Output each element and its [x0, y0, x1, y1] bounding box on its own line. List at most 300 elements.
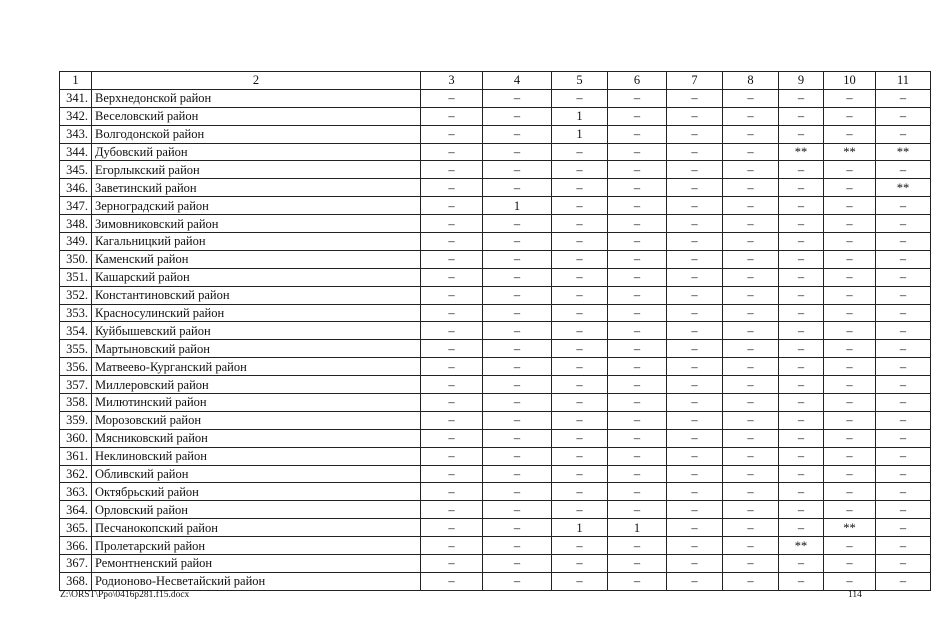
value-cell: – — [421, 161, 483, 179]
value-cell: – — [483, 376, 552, 394]
value-cell: – — [483, 89, 552, 107]
value-cell: – — [876, 555, 931, 573]
value-cell: – — [779, 555, 824, 573]
value-cell: 1 — [608, 519, 667, 537]
value-cell: – — [723, 89, 779, 107]
value-cell: – — [667, 394, 723, 412]
district-name: Константиновский район — [92, 286, 421, 304]
value-cell: – — [824, 304, 876, 322]
value-cell: – — [608, 125, 667, 143]
row-number: 359. — [60, 411, 92, 429]
table-row — [60, 322, 931, 340]
value-cell: – — [723, 483, 779, 501]
value-cell: – — [608, 286, 667, 304]
value-cell: – — [723, 429, 779, 447]
value-cell: – — [483, 322, 552, 340]
value-cell: – — [608, 555, 667, 573]
table-row — [60, 286, 931, 304]
table-row — [60, 429, 931, 447]
district-name: Неклиновский район — [92, 447, 421, 465]
header-cell: 3 — [421, 72, 483, 90]
row-number: 358. — [60, 394, 92, 412]
value-cell: – — [824, 340, 876, 358]
value-cell: – — [824, 465, 876, 483]
value-cell: – — [483, 250, 552, 268]
table-row — [60, 233, 931, 251]
value-cell: – — [552, 322, 608, 340]
value-cell: – — [876, 197, 931, 215]
value-cell: – — [667, 286, 723, 304]
value-cell: – — [876, 268, 931, 286]
value-cell: – — [608, 394, 667, 412]
value-cell: – — [723, 394, 779, 412]
value-cell: – — [552, 537, 608, 555]
value-cell: – — [779, 501, 824, 519]
row-number: 347. — [60, 197, 92, 215]
value-cell: – — [421, 89, 483, 107]
value-cell: – — [421, 411, 483, 429]
value-cell: – — [483, 465, 552, 483]
value-cell: – — [723, 250, 779, 268]
value-cell: – — [876, 376, 931, 394]
value-cell: – — [608, 429, 667, 447]
header-row — [60, 72, 931, 90]
district-name: Родионово-Несветайский район — [92, 572, 421, 590]
value-cell: – — [876, 572, 931, 590]
value-cell: – — [421, 215, 483, 233]
district-name: Обливский район — [92, 465, 421, 483]
value-cell: – — [779, 376, 824, 394]
value-cell: – — [608, 340, 667, 358]
value-cell: – — [824, 161, 876, 179]
value-cell: – — [667, 268, 723, 286]
value-cell: – — [552, 483, 608, 501]
value-cell: – — [552, 89, 608, 107]
value-cell: – — [667, 322, 723, 340]
value-cell: – — [421, 286, 483, 304]
value-cell: – — [608, 161, 667, 179]
value-cell: – — [608, 465, 667, 483]
value-cell: – — [824, 572, 876, 590]
table-row — [60, 161, 931, 179]
table-row — [60, 179, 931, 197]
value-cell: – — [723, 179, 779, 197]
row-number: 349. — [60, 233, 92, 251]
value-cell: – — [876, 322, 931, 340]
value-cell: – — [723, 215, 779, 233]
value-cell: – — [552, 555, 608, 573]
value-cell: 1 — [552, 125, 608, 143]
header-cell: 6 — [608, 72, 667, 90]
value-cell: – — [421, 340, 483, 358]
value-cell: – — [483, 447, 552, 465]
value-cell: – — [552, 250, 608, 268]
value-cell: ** — [876, 179, 931, 197]
value-cell: – — [876, 465, 931, 483]
value-cell: – — [608, 233, 667, 251]
value-cell: – — [667, 125, 723, 143]
value-cell: – — [876, 233, 931, 251]
value-cell: – — [779, 197, 824, 215]
value-cell: – — [667, 179, 723, 197]
value-cell: – — [876, 394, 931, 412]
row-number: 348. — [60, 215, 92, 233]
value-cell: – — [552, 572, 608, 590]
row-number: 345. — [60, 161, 92, 179]
value-cell: – — [552, 429, 608, 447]
table-row — [60, 250, 931, 268]
document-table-container — [59, 71, 910, 591]
value-cell: ** — [824, 143, 876, 161]
table-row — [60, 197, 931, 215]
value-cell: ** — [779, 537, 824, 555]
district-name: Егорлыкский район — [92, 161, 421, 179]
row-number: 357. — [60, 376, 92, 394]
district-name: Кагальницкий район — [92, 233, 421, 251]
value-cell: – — [723, 555, 779, 573]
value-cell: – — [824, 501, 876, 519]
district-name: Дубовский район — [92, 143, 421, 161]
value-cell: – — [824, 376, 876, 394]
value-cell: – — [667, 411, 723, 429]
table-row — [60, 107, 931, 125]
table-row — [60, 304, 931, 322]
value-cell: – — [824, 125, 876, 143]
value-cell: – — [824, 250, 876, 268]
value-cell: – — [824, 286, 876, 304]
row-number: 365. — [60, 519, 92, 537]
value-cell: 1 — [483, 197, 552, 215]
value-cell: – — [824, 233, 876, 251]
value-cell: – — [667, 429, 723, 447]
value-cell: – — [779, 483, 824, 501]
value-cell: – — [667, 197, 723, 215]
row-number: 341. — [60, 89, 92, 107]
value-cell: – — [723, 572, 779, 590]
value-cell: – — [421, 519, 483, 537]
district-name: Пролетарский район — [92, 537, 421, 555]
value-cell: – — [779, 125, 824, 143]
value-cell: – — [824, 268, 876, 286]
value-cell: – — [421, 125, 483, 143]
table-row — [60, 501, 931, 519]
value-cell: – — [483, 286, 552, 304]
value-cell: – — [824, 197, 876, 215]
value-cell: – — [723, 501, 779, 519]
header-cell: 11 — [876, 72, 931, 90]
value-cell: ** — [779, 143, 824, 161]
value-cell: – — [608, 483, 667, 501]
value-cell: – — [421, 197, 483, 215]
table-row — [60, 358, 931, 376]
value-cell: – — [723, 376, 779, 394]
table-body — [60, 89, 931, 590]
value-cell: – — [667, 376, 723, 394]
value-cell: – — [779, 340, 824, 358]
value-cell: – — [667, 537, 723, 555]
table-row — [60, 394, 931, 412]
value-cell: – — [824, 358, 876, 376]
value-cell: – — [824, 411, 876, 429]
value-cell: – — [779, 179, 824, 197]
value-cell: – — [824, 394, 876, 412]
value-cell: – — [608, 143, 667, 161]
row-number: 351. — [60, 268, 92, 286]
value-cell: – — [608, 376, 667, 394]
value-cell: – — [421, 483, 483, 501]
header-cell: 9 — [779, 72, 824, 90]
value-cell: – — [483, 555, 552, 573]
value-cell: – — [552, 179, 608, 197]
value-cell: – — [483, 340, 552, 358]
value-cell: – — [608, 89, 667, 107]
value-cell: – — [483, 394, 552, 412]
value-cell: – — [608, 268, 667, 286]
district-name: Красносулинский район — [92, 304, 421, 322]
value-cell: – — [552, 161, 608, 179]
value-cell: – — [779, 465, 824, 483]
value-cell: – — [421, 250, 483, 268]
value-cell: – — [608, 107, 667, 125]
value-cell: – — [483, 411, 552, 429]
value-cell: – — [421, 394, 483, 412]
district-name: Заветинский район — [92, 179, 421, 197]
value-cell: – — [608, 447, 667, 465]
footer-file-path: Z:\ORST\Ppo\0416p281.f15.docx — [60, 590, 190, 600]
row-number: 362. — [60, 465, 92, 483]
value-cell: – — [483, 143, 552, 161]
value-cell: – — [779, 250, 824, 268]
table-row — [60, 519, 931, 537]
footer-page-number: 114 — [848, 590, 862, 600]
value-cell: – — [483, 304, 552, 322]
value-cell: – — [723, 358, 779, 376]
value-cell: – — [824, 107, 876, 125]
district-name: Орловский район — [92, 501, 421, 519]
value-cell: – — [608, 501, 667, 519]
value-cell: – — [608, 215, 667, 233]
value-cell: – — [421, 376, 483, 394]
value-cell: – — [779, 304, 824, 322]
value-cell: – — [552, 411, 608, 429]
value-cell: – — [779, 233, 824, 251]
district-name: Мартыновский район — [92, 340, 421, 358]
value-cell: – — [824, 215, 876, 233]
value-cell: 1 — [552, 107, 608, 125]
value-cell: – — [552, 215, 608, 233]
value-cell: – — [723, 340, 779, 358]
value-cell: – — [421, 501, 483, 519]
value-cell: – — [421, 107, 483, 125]
value-cell: – — [552, 501, 608, 519]
value-cell: – — [421, 555, 483, 573]
district-name: Миллеровский район — [92, 376, 421, 394]
value-cell: – — [483, 233, 552, 251]
value-cell: – — [723, 519, 779, 537]
value-cell: – — [779, 519, 824, 537]
row-number: 356. — [60, 358, 92, 376]
value-cell: – — [667, 358, 723, 376]
value-cell: – — [483, 268, 552, 286]
table-row — [60, 376, 931, 394]
value-cell: – — [483, 519, 552, 537]
value-cell: – — [779, 447, 824, 465]
value-cell: – — [421, 572, 483, 590]
value-cell: – — [723, 161, 779, 179]
district-name: Кашарский район — [92, 268, 421, 286]
value-cell: – — [723, 447, 779, 465]
value-cell: – — [483, 429, 552, 447]
value-cell: – — [824, 89, 876, 107]
header-cell: 10 — [824, 72, 876, 90]
table-row — [60, 465, 931, 483]
value-cell: – — [824, 429, 876, 447]
table-row — [60, 215, 931, 233]
district-table — [59, 71, 931, 591]
value-cell: – — [876, 447, 931, 465]
value-cell: – — [667, 465, 723, 483]
value-cell: – — [608, 197, 667, 215]
value-cell: – — [723, 304, 779, 322]
district-name: Веселовский район — [92, 107, 421, 125]
value-cell: – — [421, 268, 483, 286]
value-cell: – — [421, 233, 483, 251]
district-name: Песчанокопский район — [92, 519, 421, 537]
value-cell: – — [876, 411, 931, 429]
row-number: 354. — [60, 322, 92, 340]
row-number: 364. — [60, 501, 92, 519]
value-cell: – — [779, 268, 824, 286]
header-cell: 4 — [483, 72, 552, 90]
value-cell: – — [667, 519, 723, 537]
row-number: 368. — [60, 572, 92, 590]
row-number: 367. — [60, 555, 92, 573]
value-cell: – — [552, 197, 608, 215]
value-cell: – — [552, 233, 608, 251]
value-cell: – — [421, 537, 483, 555]
value-cell: 1 — [552, 519, 608, 537]
value-cell: – — [876, 215, 931, 233]
value-cell: – — [483, 501, 552, 519]
table-row — [60, 572, 931, 590]
value-cell: – — [667, 250, 723, 268]
value-cell: – — [876, 89, 931, 107]
value-cell: – — [608, 358, 667, 376]
value-cell: – — [779, 394, 824, 412]
district-name: Верхнедонской район — [92, 89, 421, 107]
value-cell: – — [723, 197, 779, 215]
value-cell: – — [667, 304, 723, 322]
value-cell: – — [876, 501, 931, 519]
district-name: Мясниковский район — [92, 429, 421, 447]
header-cell: 2 — [92, 72, 421, 90]
table-row — [60, 89, 931, 107]
value-cell: – — [667, 340, 723, 358]
value-cell: – — [421, 358, 483, 376]
header-cell: 7 — [667, 72, 723, 90]
value-cell: – — [483, 125, 552, 143]
value-cell: – — [421, 179, 483, 197]
district-name: Зимовниковский район — [92, 215, 421, 233]
value-cell: – — [876, 358, 931, 376]
district-name: Милютинский район — [92, 394, 421, 412]
row-number: 342. — [60, 107, 92, 125]
value-cell: – — [723, 107, 779, 125]
value-cell: – — [667, 555, 723, 573]
row-number: 366. — [60, 537, 92, 555]
value-cell: – — [824, 322, 876, 340]
value-cell: ** — [824, 519, 876, 537]
header-cell: 5 — [552, 72, 608, 90]
value-cell: – — [608, 250, 667, 268]
value-cell: – — [552, 376, 608, 394]
district-name: Куйбышевский район — [92, 322, 421, 340]
value-cell: – — [421, 429, 483, 447]
value-cell: – — [483, 161, 552, 179]
value-cell: – — [608, 537, 667, 555]
value-cell: – — [421, 304, 483, 322]
value-cell: – — [421, 143, 483, 161]
value-cell: – — [608, 179, 667, 197]
value-cell: – — [876, 250, 931, 268]
value-cell: – — [779, 572, 824, 590]
row-number: 352. — [60, 286, 92, 304]
value-cell: – — [483, 107, 552, 125]
value-cell: – — [723, 268, 779, 286]
value-cell: – — [723, 537, 779, 555]
district-name: Зерноградский район — [92, 197, 421, 215]
value-cell: – — [723, 233, 779, 251]
value-cell: – — [723, 286, 779, 304]
row-number: 353. — [60, 304, 92, 322]
value-cell: – — [723, 143, 779, 161]
value-cell: – — [876, 304, 931, 322]
value-cell: – — [779, 89, 824, 107]
value-cell: – — [483, 537, 552, 555]
value-cell: – — [779, 322, 824, 340]
value-cell: – — [876, 537, 931, 555]
district-name: Волгодонской район — [92, 125, 421, 143]
value-cell: – — [483, 215, 552, 233]
row-number: 343. — [60, 125, 92, 143]
row-number: 350. — [60, 250, 92, 268]
value-cell: – — [876, 286, 931, 304]
table-row — [60, 143, 931, 161]
value-cell: – — [667, 107, 723, 125]
value-cell: – — [483, 179, 552, 197]
value-cell: – — [667, 215, 723, 233]
value-cell: – — [552, 340, 608, 358]
header-cell: 1 — [60, 72, 92, 90]
table-row — [60, 555, 931, 573]
header-cell: 8 — [723, 72, 779, 90]
value-cell: – — [824, 179, 876, 197]
value-cell: – — [824, 447, 876, 465]
value-cell: – — [824, 537, 876, 555]
value-cell: – — [876, 125, 931, 143]
value-cell: – — [552, 268, 608, 286]
value-cell: – — [824, 555, 876, 573]
row-number: 363. — [60, 483, 92, 501]
value-cell: ** — [876, 143, 931, 161]
value-cell: – — [876, 429, 931, 447]
value-cell: – — [552, 286, 608, 304]
table-row — [60, 483, 931, 501]
value-cell: – — [421, 447, 483, 465]
value-cell: – — [552, 304, 608, 322]
row-number: 346. — [60, 179, 92, 197]
value-cell: – — [779, 107, 824, 125]
